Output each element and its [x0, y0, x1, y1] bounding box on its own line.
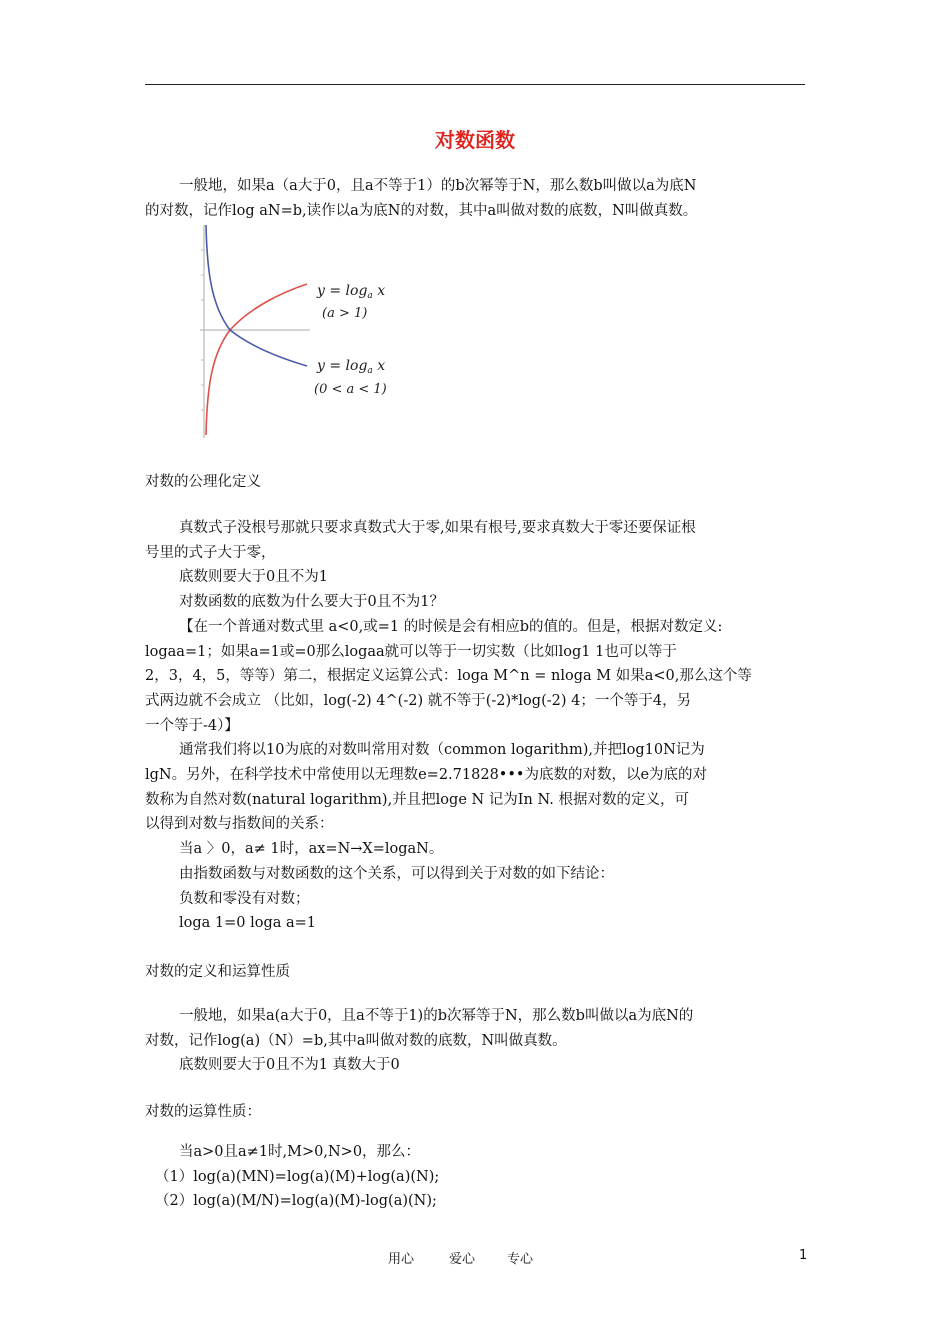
- section1-p5-line-3: 数称为自然对数(natural logarithm),并且把loge N 记为In N. 根据对数的定义，可: [145, 791, 689, 808]
- section3-rule-2: （2）log(a)(M/N)=log(a)(M)-log(a)(N);: [155, 1193, 437, 1210]
- curve-log-a-greater-than-1: [206, 284, 307, 435]
- section2-body: [145, 1004, 810, 1078]
- section1-p1-line-1: 真数式子没根号那就只要求真数式大于零,如果有根号,要求真数大于零还要保证根: [179, 520, 696, 536]
- section2-p2: 底数则要大于0且不为1 真数大于0: [179, 1057, 400, 1074]
- page-title: 对数函数: [435, 128, 515, 152]
- section1-p5-line-2: lgN。另外，在科学技术中常使用以无理数e=2.71828•••为底数的对数，以e为底的对: [145, 767, 708, 784]
- header-rule: [145, 84, 805, 85]
- section3-p1: 当a>0且a≠1时,M>0,N>0，那么：: [179, 1144, 421, 1160]
- label-top-condition: (a > 1): [322, 306, 368, 321]
- section-heading-definition-and-properties: 对数的定义和运算性质: [145, 964, 290, 980]
- footer-motto-2: 爱心: [449, 1252, 476, 1267]
- section3-rule-1: （1）log(a)(MN)=log(a)(M)+log(a)(N);: [155, 1168, 440, 1185]
- section1-p5-line-4: 以得到对数与指数间的关系：: [145, 816, 334, 833]
- intro-line-1: 一般地，如果a（a大于0，且a不等于1）的b次幂等于N，那么数b叫做以a为底N: [179, 178, 697, 194]
- section1-p7: 由指数函数与对数函数的这个关系，可以得到关于对数的如下结论：: [179, 865, 614, 882]
- section3-body: [145, 1140, 810, 1214]
- section1-body: [145, 516, 810, 936]
- page-number: 1: [799, 1248, 808, 1263]
- section2-p1-line-1: 一般地，如果a(a大于0，且a不等于1)的b次幂等于N，那么数b叫做以a为底N的: [179, 1008, 694, 1024]
- section1-p8: 负数和零没有对数；: [179, 890, 310, 907]
- section1-p4-line-1: 【在一个普通对数式里 a<0,或=1 的时候是会有相应b的值的。但是，根据对数定义:: [179, 618, 723, 635]
- footer-motto-1: 用心: [388, 1252, 415, 1267]
- logarithm-graph: [195, 220, 405, 440]
- footer-motto-3: 专心: [507, 1252, 534, 1267]
- intro-paragraph: [145, 174, 810, 223]
- section1-p3: 对数函数的底数为什么要大于0且不为1？: [179, 594, 444, 611]
- label-bottom-condition: (0 < a < 1): [314, 382, 387, 397]
- section1-p9: loga 1=0 loga a=1: [179, 915, 317, 932]
- section1-p4-line-5: 一个等于-4）】: [145, 717, 239, 734]
- section1-p6: 当a 〉0，a≠ 1时，ax=N→X=logaN。: [179, 841, 444, 858]
- intro-line-2: 的对数，记作log aN=b,读作以a为底N的对数，其中a叫做对数的底数，N叫做真数。: [145, 202, 698, 219]
- section2-p1-line-2: 对数，记作log(a)（N）=b,其中a叫做对数的底数，N叫做真数。: [145, 1032, 567, 1049]
- section1-p1-line-2: 号里的式子大于零，: [145, 544, 276, 561]
- section1-p5-line-1: 通常我们将以10为底的对数叫常用对数（common logarithm),并把log10N记为: [179, 742, 705, 759]
- section1-p2: 底数则要大于0且不为1: [179, 569, 328, 586]
- section1-p4-line-3: 2，3，4，5，等等）第二，根据定义运算公式：loga M^n = nloga M 如果a<0,那么这个等: [145, 668, 752, 685]
- section-heading-axiomatic-definition: 对数的公理化定义: [145, 474, 261, 490]
- section1-p4-line-4: 式两边就不会成立 （比如，log(-2) 4^(-2) 就不等于(-2)*log(-2) 4；一个等于4，另: [145, 692, 692, 709]
- section1-p4-line-2: logaa=1；如果a=1或=0那么logaa就可以等于一切实数（比如log1 1也可以等于: [145, 643, 677, 660]
- section-heading-operation-properties: 对数的运算性质：: [145, 1104, 261, 1120]
- label-top-formula: $y = \log_a x$: [317, 283, 386, 301]
- label-bottom-formula: $y = \log_a x$: [317, 358, 386, 376]
